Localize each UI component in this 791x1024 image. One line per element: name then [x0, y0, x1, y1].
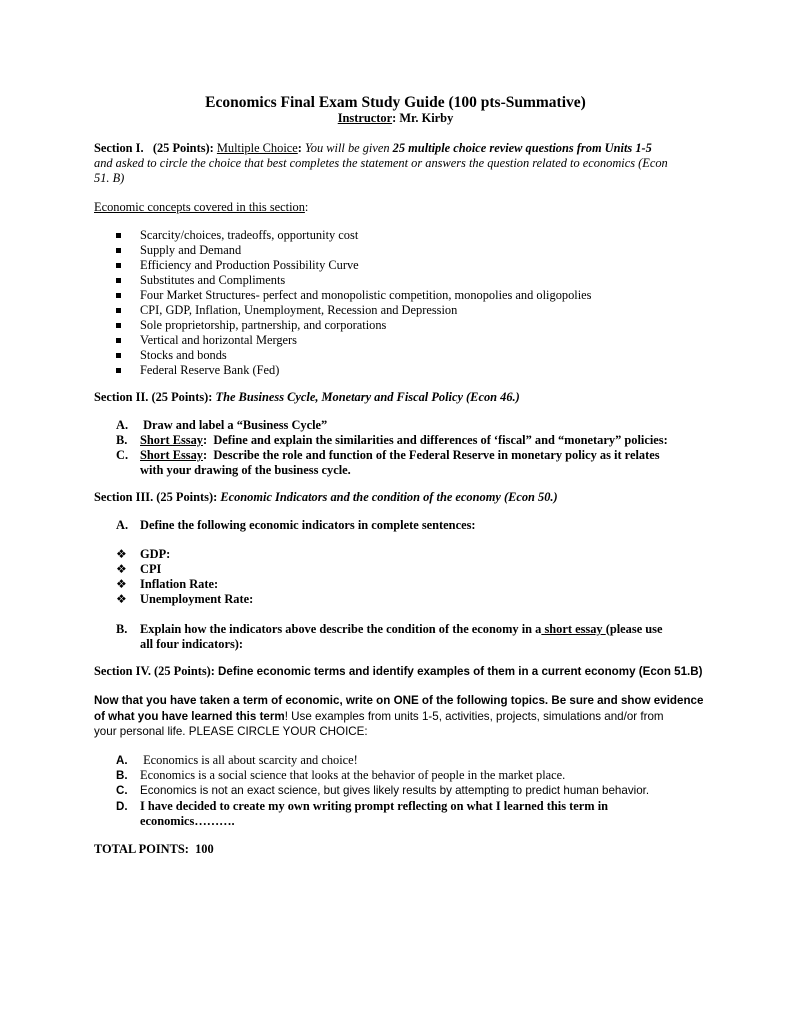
- list-item: Federal Reserve Bank (Fed): [140, 363, 280, 377]
- square-bullet-icon: [116, 278, 121, 283]
- section4-heading: Section IV. (25 Points):: [94, 664, 219, 678]
- page-title: Economics Final Exam Study Guide (100 pts-Summative): [205, 94, 586, 111]
- list-item: Four Market Structures- perfect and monopolistic competition, monopolies and oligopolies: [140, 288, 592, 302]
- section3-topic: Economic Indicators and the condition of the economy (Econ 50.): [220, 490, 558, 504]
- total-points: TOTAL POINTS: 100: [94, 842, 214, 856]
- choice-a: Economics is all about scarcity and choice!: [140, 753, 358, 767]
- prompt-line2-bold: of what you have learned this term: [94, 710, 285, 723]
- section3-item-b-cont: all four indicators):: [140, 637, 244, 651]
- list-item: Vertical and horizontal Mergers: [140, 333, 298, 347]
- prompt-line1: Now that you have taken a term of economic, write on ONE of the following topics. Be sure and show evidence: [94, 694, 704, 707]
- square-bullet-icon: [116, 353, 121, 358]
- list-item: GDP:: [140, 547, 171, 561]
- section1-type: Multiple Choice: [216, 141, 298, 155]
- section1-line3: 51. B): [94, 171, 125, 185]
- section1-line2: and asked to circle the choice that best completes the statement or answers the question related to economics (Econ: [94, 156, 668, 170]
- square-bullet-icon: [116, 308, 121, 313]
- instructor-sep: :: [392, 111, 397, 125]
- section2-heading-line: [94, 390, 520, 405]
- instructor-label: Instructor: [337, 111, 393, 125]
- prompt-line2-rest: ! Use examples from units 1-5, activities, projects, simulations and/or from: [284, 710, 664, 723]
- list-item: CPI: [140, 562, 162, 576]
- diamond-bullet-icon: ❖: [116, 562, 127, 576]
- concepts-colon: :: [304, 200, 309, 214]
- section3-item-b: [140, 622, 663, 637]
- section2-item-b: [140, 433, 668, 448]
- item-letter: A.: [116, 418, 129, 432]
- square-bullet-icon: [116, 263, 121, 268]
- section1-heading: Section I. (25 Points):: [94, 141, 214, 155]
- square-bullet-icon: [116, 293, 121, 298]
- square-bullet-icon: [116, 248, 121, 253]
- item-letter: A.: [116, 518, 129, 532]
- list-item: Unemployment Rate:: [140, 592, 254, 606]
- list-item: Supply and Demand: [140, 243, 242, 257]
- instructor-name: Mr. Kirby: [399, 111, 454, 125]
- section2-topic: The Business Cycle, Monetary and Fiscal Policy (Econ 46.): [215, 390, 520, 404]
- section3-item-b-text-end: (please use: [605, 622, 663, 636]
- short-essay-label: short essay: [541, 622, 606, 636]
- list-item: Inflation Rate:: [140, 577, 219, 591]
- section2-item-c-text: : Describe the role and function of the Federal Reserve in monetary policy as it relates: [203, 448, 660, 462]
- list-item: Substitutes and Compliments: [140, 273, 286, 287]
- diamond-bullet-icon: ❖: [116, 547, 127, 561]
- section3-item-b-text: Explain how the indicators above describe the condition of the economy in a: [140, 622, 542, 636]
- square-bullet-icon: [116, 233, 121, 238]
- section1-desc-a: You will be given: [305, 141, 393, 155]
- list-item: Efficiency and Production Possibility Curve: [140, 258, 359, 272]
- section1-desc-b: 25 multiple choice review questions from Units 1-5: [392, 141, 652, 155]
- section4-topic: Define economic terms and identify examples of them in a current economy (Econ 51.B): [218, 665, 703, 678]
- short-essay-label: Short Essay: [140, 448, 203, 462]
- list-item: Scarcity/choices, tradeoffs, opportunity cost: [140, 228, 359, 242]
- section2-heading: Section II. (25 Points):: [94, 390, 216, 404]
- list-item: Sole proprietorship, partnership, and corporations: [140, 318, 387, 332]
- section2-item-c-cont: with your drawing of the business cycle.: [140, 463, 351, 477]
- short-essay-label: Short Essay: [140, 433, 203, 447]
- item-letter: B.: [116, 622, 128, 636]
- section3-item-a: Define the following economic indicators in complete sentences:: [140, 518, 476, 532]
- choice-letter: A.: [116, 754, 128, 767]
- choice-b: Economics is a social science that looks at the behavior of people in the market place.: [140, 768, 566, 782]
- section4-heading-line: [94, 664, 703, 679]
- square-bullet-icon: [116, 338, 121, 343]
- prompt-line3: your personal life. PLEASE CIRCLE YOUR CHOICE:: [94, 725, 368, 738]
- list-item: CPI, GDP, Inflation, Unemployment, Recession and Depression: [140, 303, 458, 317]
- choice-letter: D.: [116, 800, 128, 813]
- section2-item-a: Draw and label a “Business Cycle”: [140, 418, 328, 432]
- choice-c: Economics is not an exact science, but gives likely results by attempting to predict human behavior.: [140, 784, 650, 797]
- choice-letter: B.: [116, 769, 128, 782]
- section2-item-c: [140, 448, 660, 463]
- choice-letter: C.: [116, 784, 128, 797]
- choice-d: I have decided to create my own writing prompt reflecting on what I learned this term in: [140, 799, 609, 813]
- section1-line1: [94, 141, 652, 156]
- choice-d-cont: economics……….: [140, 814, 235, 828]
- diamond-bullet-icon: ❖: [116, 592, 127, 606]
- section2-item-b-text: : Define and explain the similarities and differences of ‘fiscal” and “monetary” policies:: [203, 433, 668, 447]
- square-bullet-icon: [116, 323, 121, 328]
- section1-type-colon: :: [297, 141, 302, 155]
- section3-heading: Section III. (25 Points):: [94, 490, 221, 504]
- section3-heading-line: [94, 490, 558, 505]
- prompt-line2: [94, 709, 664, 724]
- item-letter: B.: [116, 433, 128, 447]
- concepts-label: Economic concepts covered in this section: [94, 200, 305, 214]
- square-bullet-icon: [116, 368, 121, 373]
- instructor-line: [0, 111, 791, 126]
- diamond-bullet-icon: ❖: [116, 577, 127, 591]
- list-item: Stocks and bonds: [140, 348, 227, 362]
- item-letter: C.: [116, 448, 129, 462]
- concepts-heading: [94, 200, 308, 215]
